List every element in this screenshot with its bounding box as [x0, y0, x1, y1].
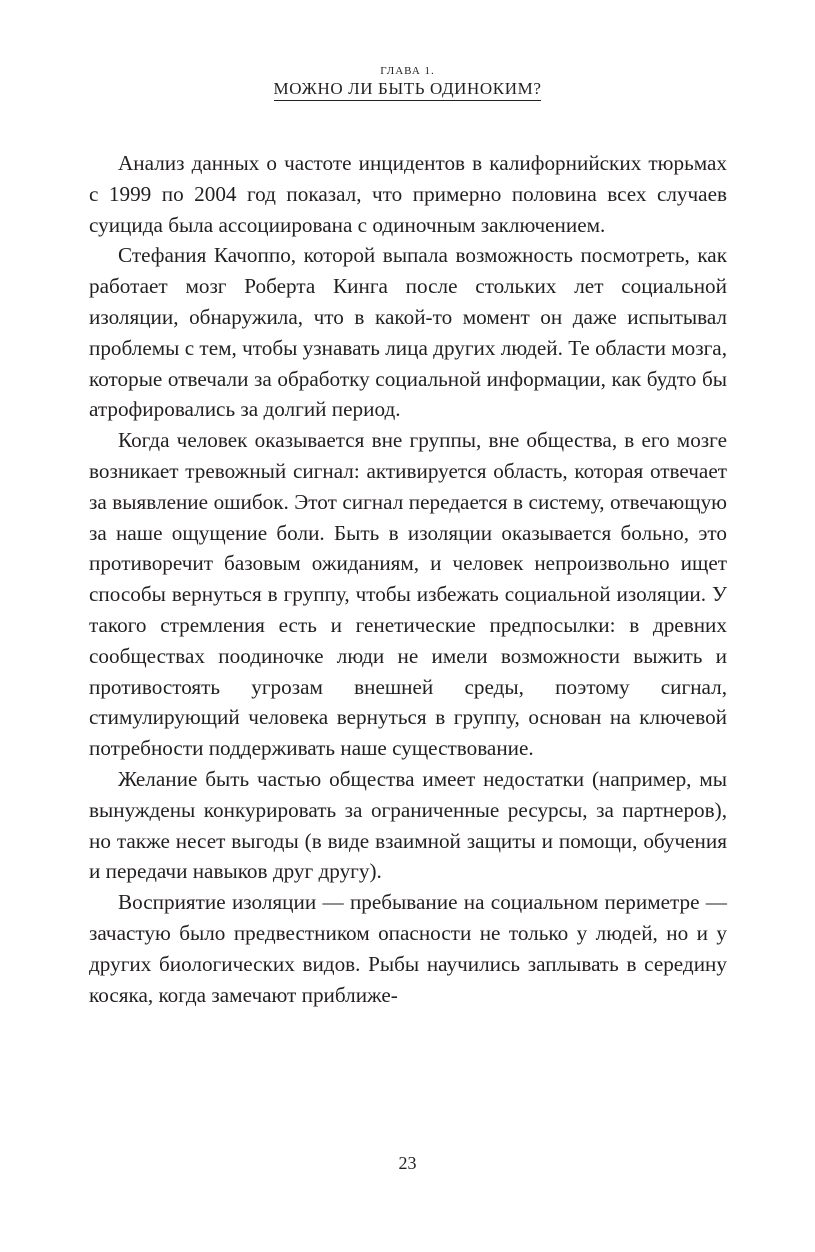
chapter-title: МОЖНО ЛИ БЫТЬ ОДИНОКИМ? — [274, 79, 542, 101]
running-header — [0, 63, 815, 101]
paragraph: Желание быть частью общества имеет недостатки (например, мы вынуждены конкурировать за ограниченные ресурсы, за партнеров), но также несет выгоды (в виде взаимной защиты и помощи, обучения и передачи навыков друг другу). — [89, 766, 727, 884]
paragraph: Когда человек оказывается вне группы, вне общества, в его мозге возникает тревожный сигнал: активируется область, которая отвечает за выявление ошибок. Этот сигнал передается в систему, отвечающую за наше ощущение боли. Быть в изоляции оказывается больно, это противоречит базовым ожиданиям, и человек непроизвольно ищет способы вернуться в группу, чтобы избежать социальной изоляции. У такого стремления есть и генетические предпосылки: в древних сообществах поодиночке люди не имели возможности выжить и противостоять угрозам внешней среды, поэтому сигнал, стимулирующий человека вернуться в группу, основан на ключевой потребности поддерживать наше существование. — [89, 428, 727, 761]
paragraph: Анализ данных о частоте инцидентов в калифорнийских тюрьмах с 1999 по 2004 год показал, что примерно половина всех случаев суицида была ассоциирована с одиночным заключением. — [89, 151, 727, 237]
chapter-label: ГЛАВА 1. — [380, 65, 435, 77]
page-number: 23 — [398, 1153, 417, 1173]
body-text — [89, 148, 727, 1010]
paragraph: Стефания Качоппо, которой выпала возможность посмотреть, как работает мозг Роберта Кинга после стольких лет социальной изоляции, обнаружила, что в какой-то момент он даже испытывал проблемы с тем, чтобы узнавать лица других людей. Те области мозга, которые отвечали за обработку социальной информации, как будто бы атрофировались за долгий период. — [89, 243, 727, 422]
paragraph: Восприятие изоляции — пребывание на социальном периметре — зачастую было предвестником опасности не только у людей, но и у других биологических видов. Рыбы научились заплывать в середину косяка, когда замечают приближе- — [89, 890, 727, 1007]
